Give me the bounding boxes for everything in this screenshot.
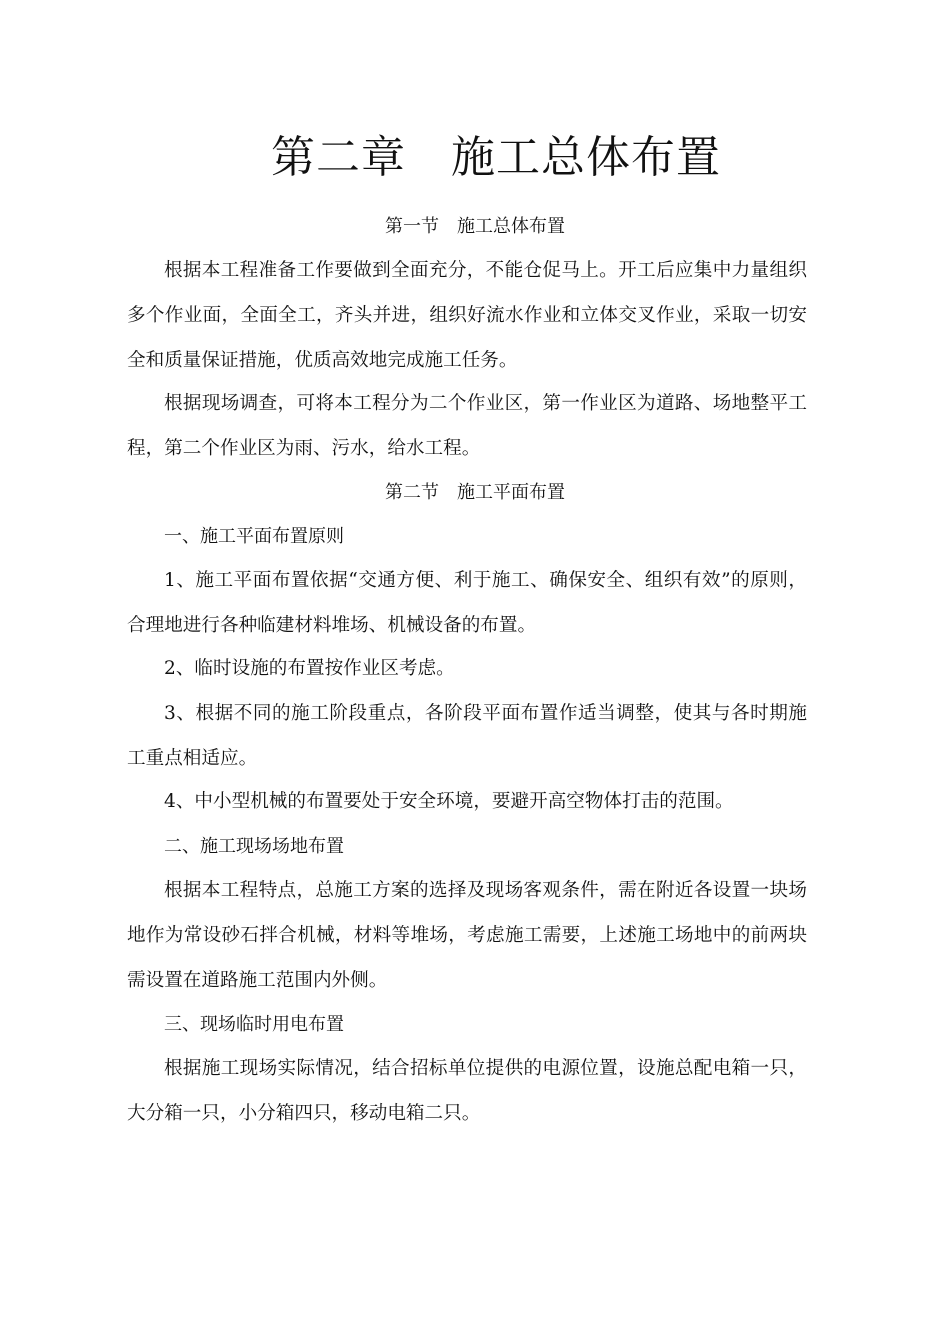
part-1-heading: 一、施工平面布置原则 (164, 526, 344, 547)
section-1-paragraph-2: 根据现场调查，可将本工程分为二个作业区，第一作业区为道路、场地整平工程，第二个作业区为雨、污水，给水工程。 (127, 393, 807, 459)
chapter-title: 第二章 施工总体布置 (271, 132, 721, 183)
part-1-item-2: 2、临时设施的布置按作业区考虑。 (164, 658, 455, 679)
part-2-paragraph: 根据本工程特点，总施工方案的选择及现场客观条件，需在附近各设置一块场地作为常设砂石拌合机械，材料等堆场，考虑施工需要，上述施工场地中的前两块需设置在道路施工范围内外侧。 (127, 880, 807, 991)
part-3-paragraph: 根据施工现场实际情况，结合招标单位提供的电源位置，设施总配电箱一只，大分箱一只，小分箱四只，移动电箱二只。 (127, 1058, 807, 1124)
part-2-heading: 二、施工现场场地布置 (164, 836, 344, 857)
section-1-heading: 第一节 施工总体布置 (385, 216, 565, 237)
part-1-item-1: 1、施工平面布置依据“交通方便、利于施工、确保安全、组织有效”的原则，合理地进行各种临建材料堆场、机械设备的布置。 (127, 570, 807, 636)
part-1-item-3: 3、根据不同的施工阶段重点，各阶段平面布置作适当调整，使其与各时期施工重点相适应。 (127, 703, 807, 769)
part-3-heading: 三、现场临时用电布置 (164, 1014, 344, 1035)
section-1-paragraph-1: 根据本工程准备工作要做到全面充分，不能仓促马上。开工后应集中力量组织多个作业面，全面全工，齐头并进，组织好流水作业和立体交叉作业，采取一切安全和质量保证措施，优质高效地完成施工任务。 (127, 260, 807, 371)
part-1-item-4: 4、中小型机械的布置要处于安全环境，要避开高空物体打击的范围。 (164, 791, 734, 812)
section-2-heading: 第二节 施工平面布置 (385, 482, 565, 503)
